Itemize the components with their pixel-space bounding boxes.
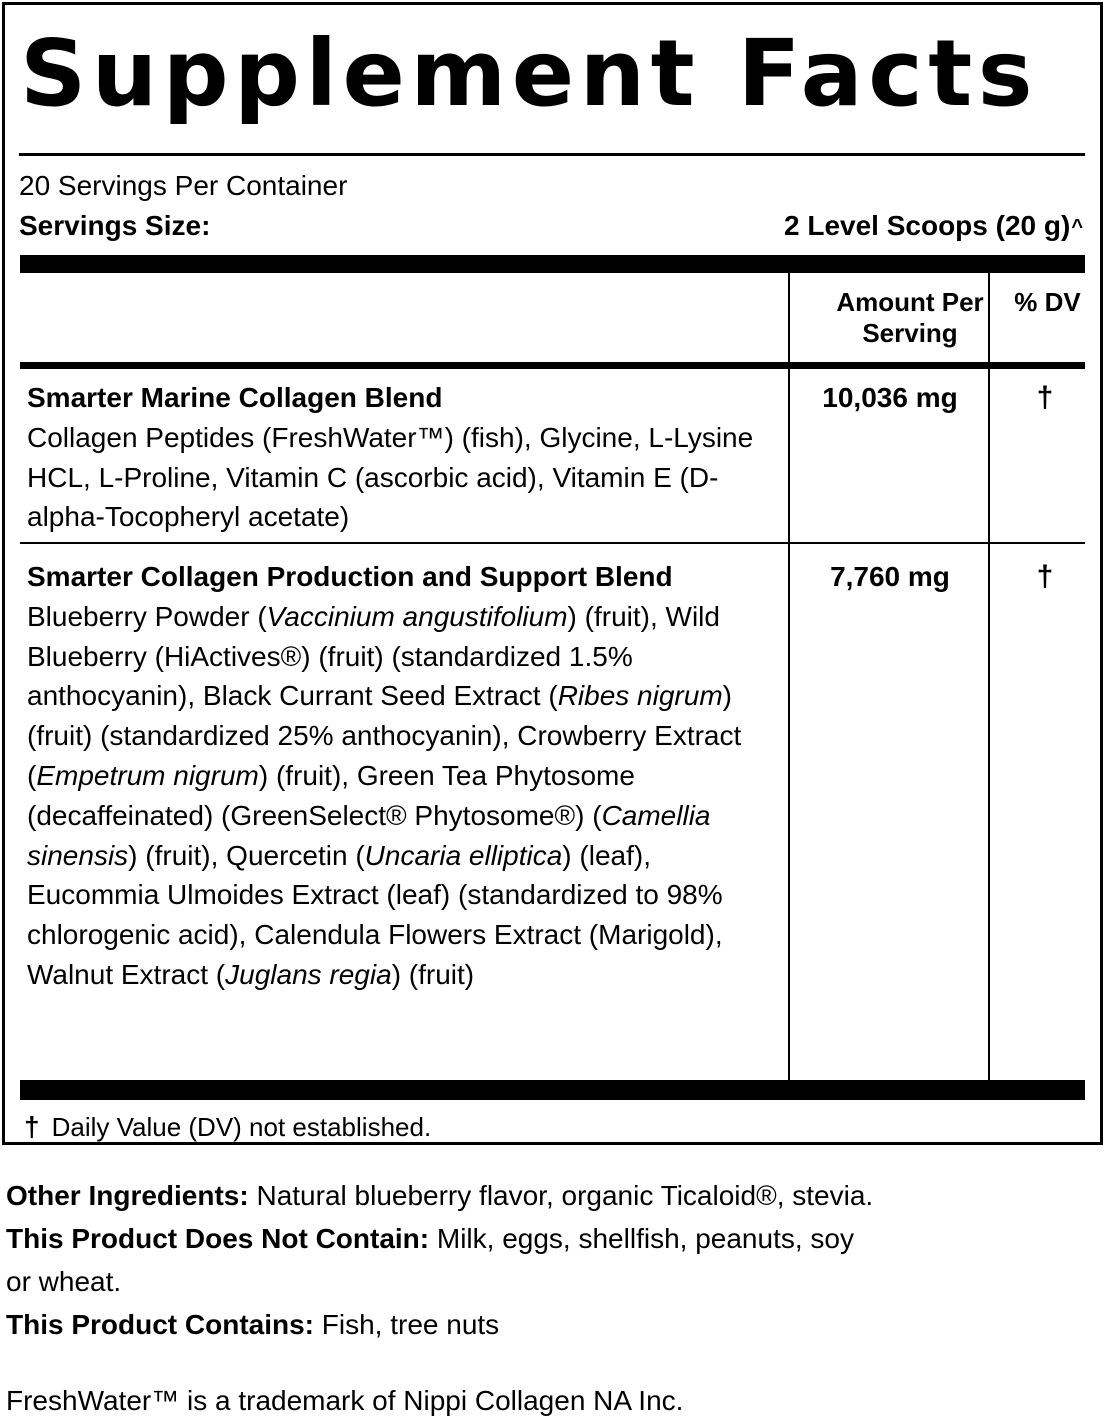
amount-value: 7,760 mg [830, 561, 950, 592]
ingredient-text: ) (fruit) [391, 958, 475, 990]
header-divider [20, 362, 1085, 369]
ingredient-cell [27, 378, 787, 537]
does-not-contain-label: This Product Does Not Contain: [6, 1223, 430, 1254]
caret-mark-icon: ^ [1071, 216, 1083, 238]
blend-name: Smarter Marine Collagen Blend [27, 382, 443, 413]
serving-size-amount: 2 Level Scoops (20 g) [783, 210, 1071, 241]
panel-title: Supplement Facts [20, 20, 1038, 127]
footnote [24, 1109, 431, 1145]
thick-divider-bottom [20, 1080, 1085, 1100]
contains [6, 1303, 499, 1346]
does-not-contain-value: Milk, eggs, shellfish, peanuts, soy [429, 1223, 854, 1254]
ingredient-text: ) (fruit), Quercetin ( [128, 839, 365, 871]
servings-per-container: 20 Servings Per Container [19, 170, 348, 201]
serving-size-label: Servings Size: [19, 210, 211, 241]
dagger-icon: † [1036, 381, 1054, 414]
ingredient-text: ) (leaf), Eucommia Ulmoides Extract (leaf) (standardized to 98% chlorogenic acid), Calendula Flowers Extract (Marigold), Walnut Extract ( [27, 839, 723, 990]
table-row [20, 378, 1085, 538]
serving-size-value [784, 208, 1083, 245]
other-ingredients [6, 1174, 873, 1217]
botanical-name: Juglans regia [225, 958, 392, 990]
botanical-name: Camellia sinensis [27, 799, 711, 871]
footnote-text: Daily Value (DV) not established. [51, 1112, 432, 1142]
botanical-name: Vaccinium angustifolium [266, 600, 568, 632]
botanical-name: Empetrum nigrum [36, 759, 259, 791]
other-ingredients-label: Other Ingredients: [6, 1180, 249, 1211]
column-header-amount-line2: Serving [862, 318, 958, 348]
contains-value: Fish, tree nuts [314, 1309, 500, 1340]
thick-divider-top [20, 255, 1085, 273]
botanical-name: Uncaria elliptica [364, 839, 563, 871]
table-row [20, 557, 1085, 1077]
amount-value: 10,036 mg [822, 382, 958, 413]
ingredient-text: Blueberry Powder ( [27, 600, 267, 632]
title-rule [19, 153, 1085, 156]
ingredient-text: ) (fruit), Wild Blueberry (HiActives®) (fruit) (standardized 1.5% anthocyanin), Black Currant Seed Extract ( [27, 600, 720, 712]
ingredient-cell [27, 557, 787, 995]
dagger-icon: † [1036, 560, 1054, 593]
column-header-dv: % DV [1014, 287, 1081, 317]
dagger-icon: † [24, 1111, 40, 1142]
does-not-contain [6, 1217, 854, 1260]
blend-name: Smarter Collagen Production and Support Blend [27, 561, 673, 592]
ingredient-text: Collagen Peptides (FreshWater™) (fish), Glycine, L-Lysine HCL, L-Proline, Vitamin C (ascorbic acid), Vitamin E (D-alpha-Tocopheryl acetate) [27, 421, 754, 533]
other-ingredients-value: Natural blueberry flavor, organic Ticaloid®, stevia. [248, 1180, 874, 1211]
trademark-note: FreshWater™ is a trademark of Nippi Collagen NA Inc. [6, 1385, 684, 1416]
blend-ingredients [27, 601, 741, 990]
column-header-amount [810, 287, 1010, 349]
column-header-amount-line1: Amount Per [836, 287, 984, 317]
ingredient-text: ) (fruit), Green Tea Phytosome (decaffeinated) (GreenSelect® Phytosome®) ( [27, 759, 635, 831]
row-divider [20, 542, 1085, 544]
blend-ingredients [27, 422, 753, 533]
contains-label: This Product Contains: [6, 1309, 314, 1340]
serving-size-row [19, 208, 1085, 244]
ingredient-text: ) (fruit) (standardized 25% anthocyanin), Crowberry Extract ( [27, 680, 742, 791]
table-header-row [20, 273, 1085, 362]
botanical-name: Ribes nigrum [557, 680, 723, 712]
does-not-contain-continued: or wheat. [6, 1266, 122, 1297]
